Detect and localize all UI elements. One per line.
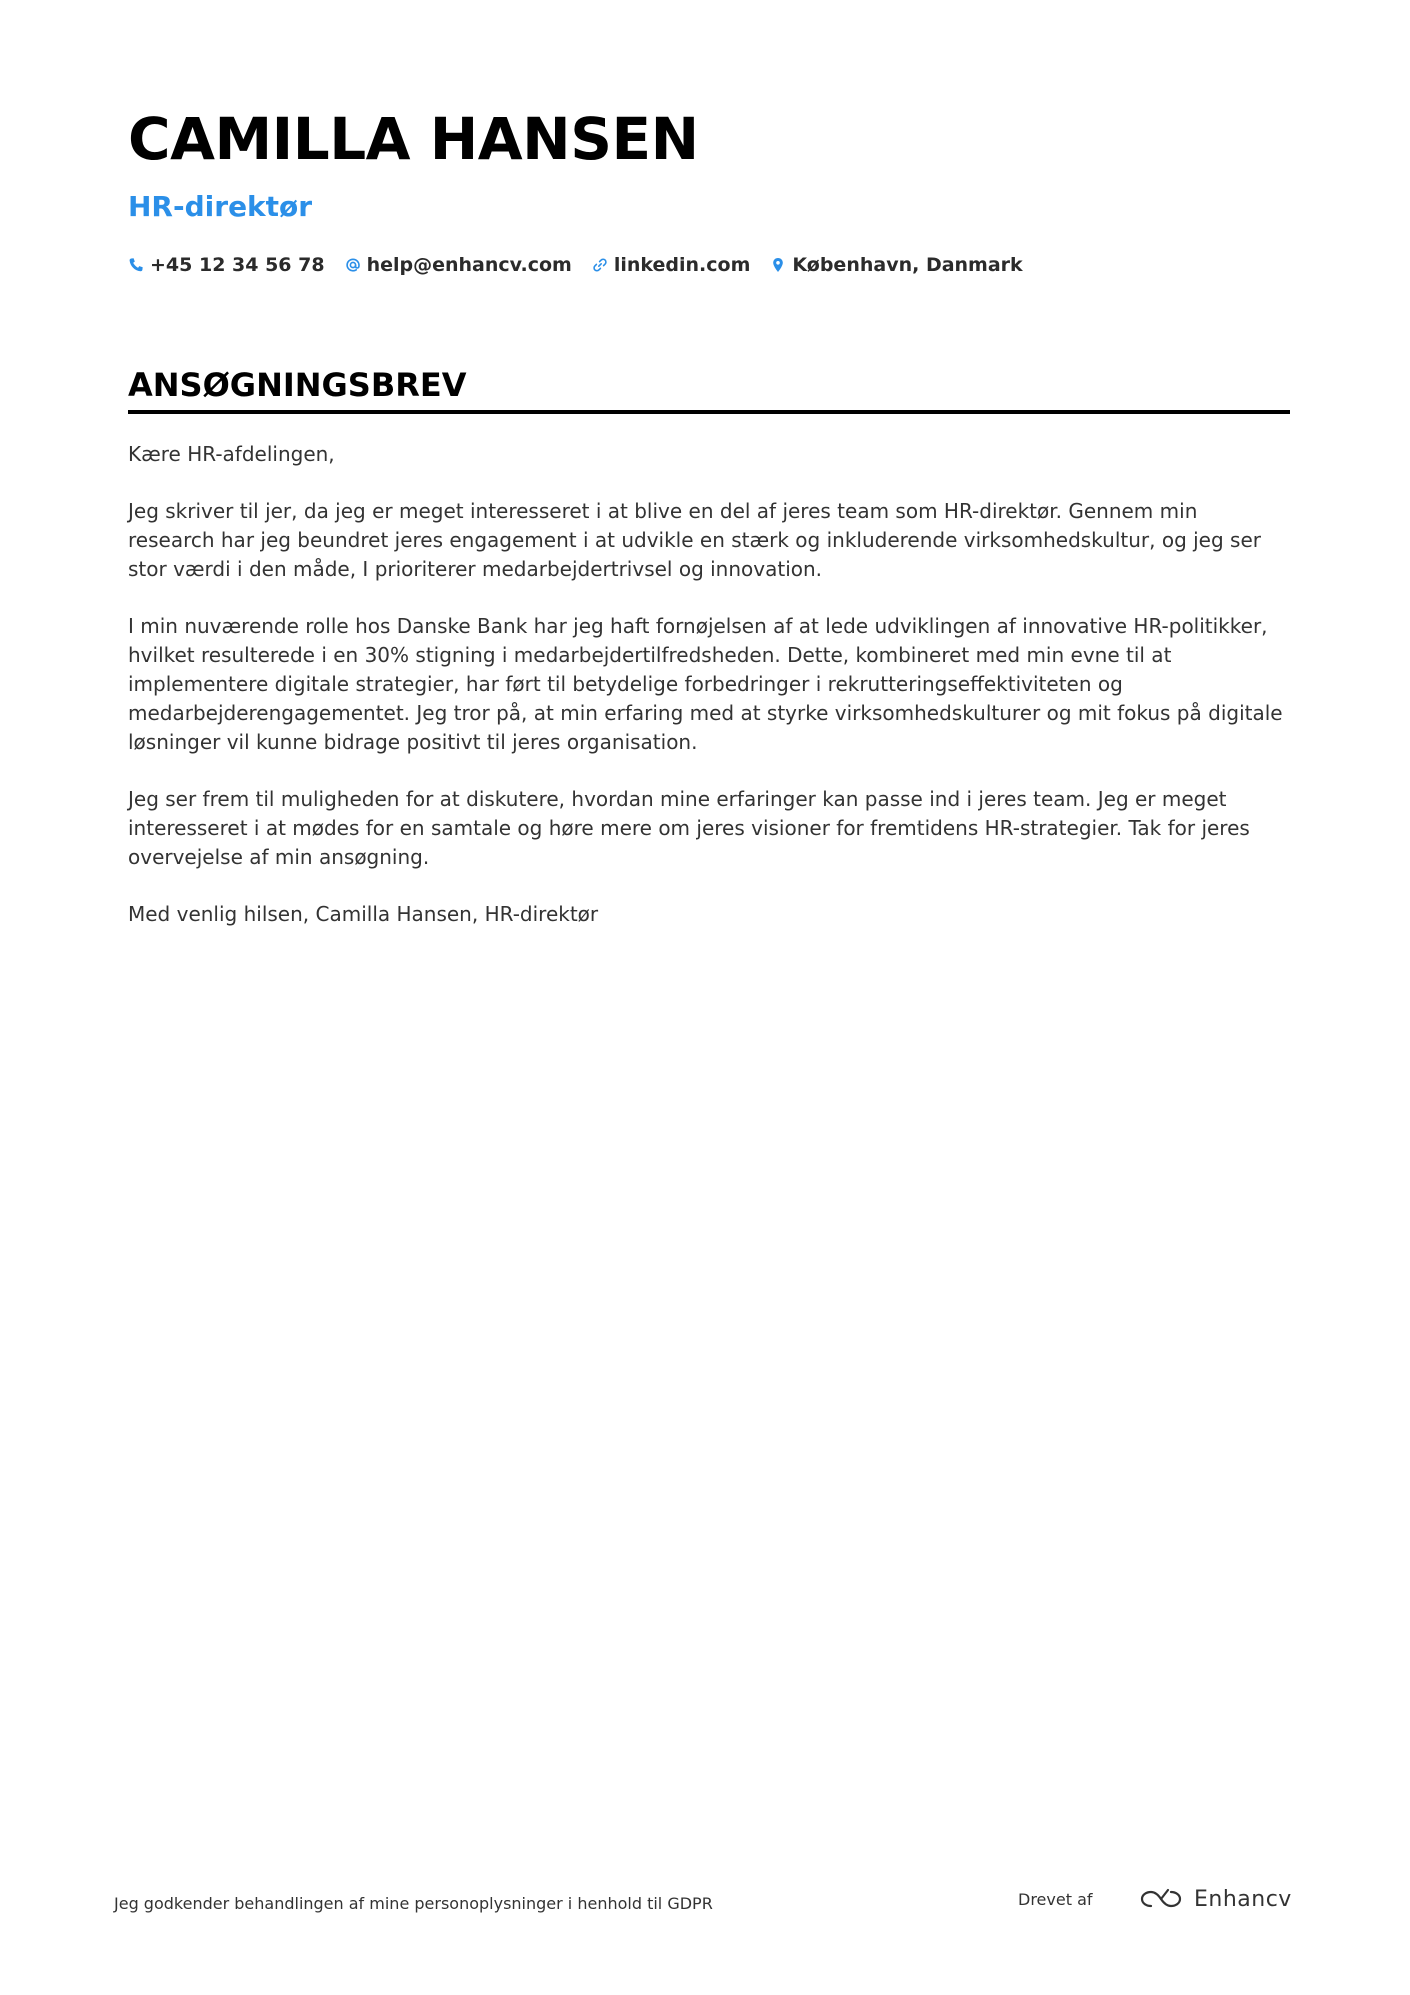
contact-phone-text: +45 12 34 56 78: [150, 254, 325, 276]
contact-location-text: København, Danmark: [792, 254, 1023, 276]
letter-closing: Med venlig hilsen, Camilla Hansen, HR-direktør: [128, 902, 599, 926]
contact-linkedin[interactable]: [592, 254, 751, 276]
section-divider: [128, 410, 1290, 414]
letter-paragraph-1: Jeg skriver til jer, da jeg er meget interesseret i at blive en del af jeres team som HR-direktør. Gennem min research har jeg beundret jeres engagement i at udvikle en stærk og inkluderende virksomhedskultur, og jeg ser stor værdi i den måde, I prioriterer medarbejdertrivsel og innovation.: [128, 499, 1261, 581]
candidate-name: CAMILLA HANSEN: [128, 105, 699, 173]
contact-email-text: help@enhancv.com: [366, 254, 572, 276]
section-title: ANSØGNINGSBREV: [128, 366, 467, 404]
location-pin-icon: [770, 257, 786, 273]
candidate-title: HR-direktør: [128, 190, 313, 223]
enhancv-logo[interactable]: [1138, 1886, 1292, 1912]
letter-greeting: Kære HR-afdelingen,: [128, 442, 335, 466]
gdpr-note: Jeg godkender behandlingen af mine personoplysninger i henhold til GDPR: [114, 1894, 713, 1913]
powered-by-label: Drevet af: [1018, 1890, 1093, 1909]
enhancv-logo-icon: [1138, 1886, 1184, 1912]
phone-icon: [128, 257, 144, 273]
contact-phone[interactable]: [128, 254, 325, 276]
letter-paragraph-3: Jeg ser frem til muligheden for at diskutere, hvordan mine erfaringer kan passe ind i jeres team. Jeg er meget interesseret i at mødes for en samtale og høre mere om jeres visioner for fremtidens HR-strategier. Tak for jeres overvejelse af min ansøgning.: [128, 787, 1250, 869]
at-icon: [345, 257, 361, 273]
contact-location: [770, 254, 1022, 276]
contact-linkedin-text: linkedin.com: [613, 254, 751, 276]
contact-email[interactable]: [345, 254, 572, 276]
letter-paragraph-2: I min nuværende rolle hos Danske Bank har jeg haft fornøjelsen af at lede udviklingen af innovative HR-politikker, hvilket resulterede i en 30% stigning i medarbejdertilfredsheden. Dette, kombineret med min evne til at implementere digitale strategier, har ført til betydelige forbedringer i rekrutteringseffektiviteten og medarbejderengagementet. Jeg tror på, at min erfaring med at styrke virksomhedskulturer og mit fokus på digitale løsninger vil kunne bidrage positivt til jeres organisation.: [128, 614, 1283, 754]
enhancv-brand-name: Enhancv: [1194, 1886, 1292, 1912]
link-icon: [592, 257, 608, 273]
letter-body: [128, 440, 1290, 957]
contact-bar: [128, 254, 1023, 276]
